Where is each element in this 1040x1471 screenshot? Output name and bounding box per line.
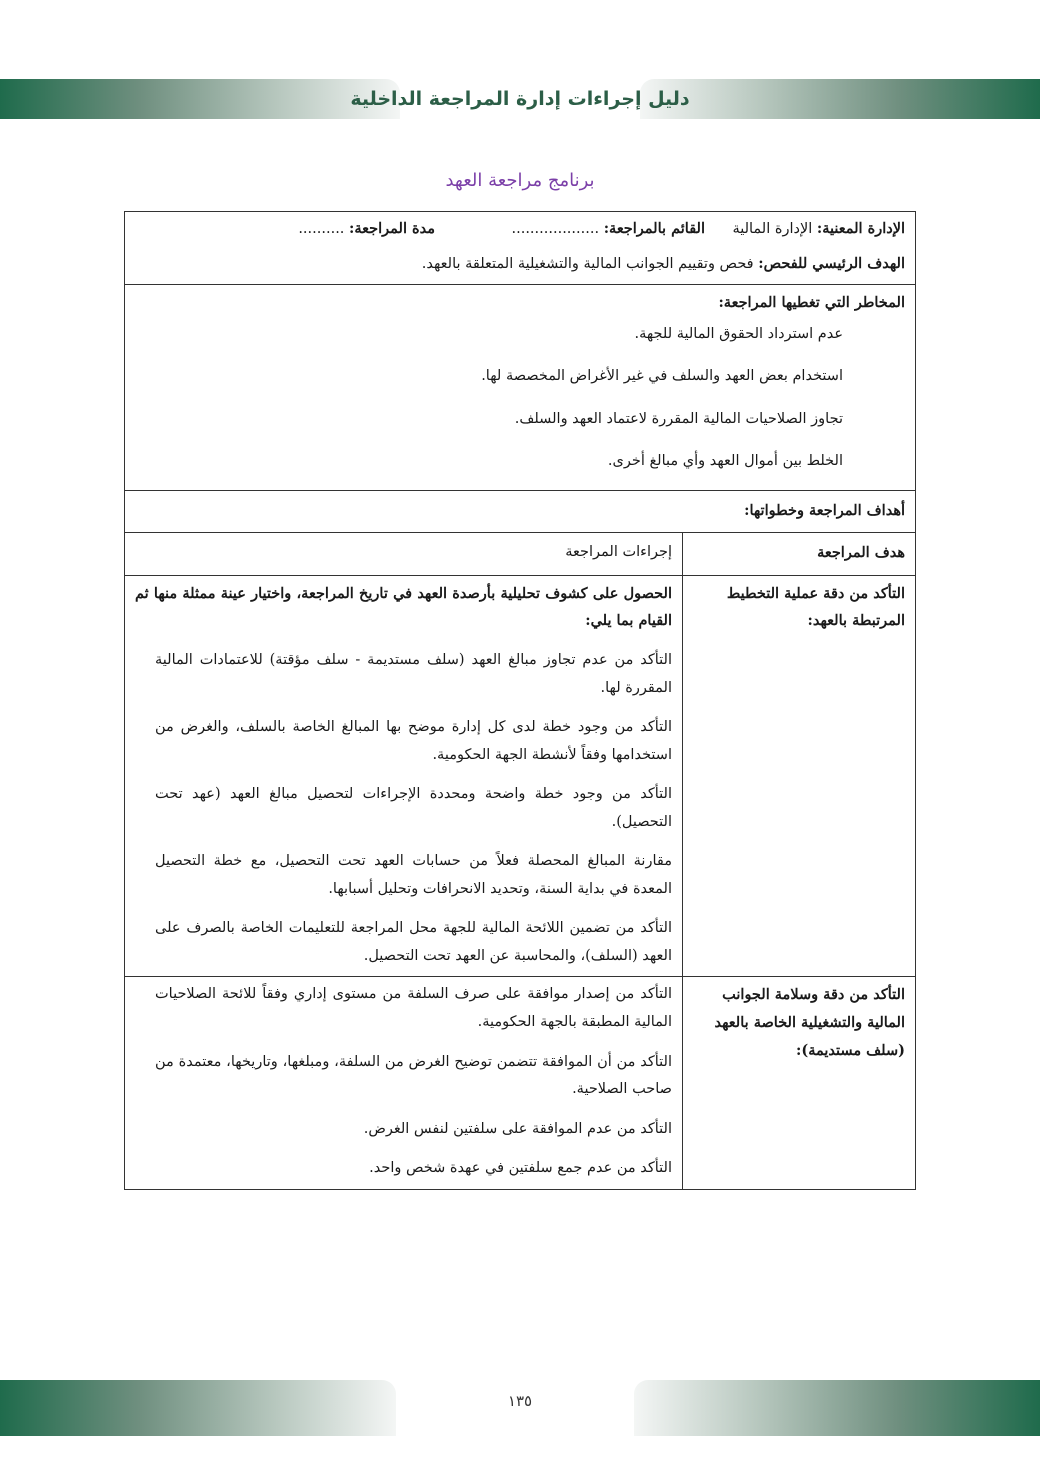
procedure-item: التأكد من تضمين اللائحة المالية للجهة محل المراجعة للتعليمات الخاصة بالصرف على العهد (السلف)، والمحاسبة عن العهد تحت التحصيل. [155,920,672,964]
document-title: برنامج مراجعة العهد [445,170,595,191]
procedure-item: التأكد من عدم جمع سلفتين في عهدة شخص واحد. [369,1160,672,1177]
header-title: دليل إجراءات إدارة المراجعة الداخلية [350,88,690,110]
objectives-heading-row [125,490,916,533]
procedure-item: التأكد من إصدار موافقة على صرف السلفة من مستوى إداري وفقاً للائحة الصلاحيات المالية المطبقة بالجهة الحكومية. [155,986,672,1031]
column-header-goal: هدف المراجعة [683,533,916,576]
main-objective-label: الهدف الرئيسي للفحص: [758,254,905,272]
risk-item: الخلط بين أموال العهد وأي مبالغ أخرى. [607,453,843,470]
column-header-procedures: إجراءات المراجعة [125,533,683,576]
risks-list [135,317,905,482]
department-value: الإدارة المالية [732,221,813,237]
procedure-item: التأكد من وجود خطة واضحة ومحددة الإجراءات لتحصيل مبالغ العهد (عهد تحت التحصيل). [155,786,672,830]
procedure-item: التأكد من عدم الموافقة على سلفتين لنفس الغرض. [363,1120,672,1137]
procedure-item: التأكد من عدم تجاوز مبالغ العهد (سلف مستديمة - سلف مؤقتة) للاعتمادات المالية المقررة لها. [155,652,672,696]
procedure-intro: الحصول على كشوف تحليلية بأرصدة العهد في تاريخ المراجعة، واختيار عينة ممثلة منها ثم القيام بما يلي: [135,584,672,630]
risks-heading: المخاطر التي تغطيها المراجعة: [718,294,905,312]
objective-procedures [125,977,683,1189]
main-objective [135,250,905,279]
audit-program-table [124,211,916,1190]
risk-item: تجاوز الصلاحيات المالية المقررة لاعتماد العهد والسلف. [514,410,843,427]
meta-row [125,212,916,285]
risk-item: عدم استرداد الحقوق المالية للجهة. [634,325,843,342]
procedure-item: التأكد من أن الموافقة تتضمن توضيح الغرض من السلفة، ومبلغها، وتاريخها، معتمدة من صاحب الصلاحية. [155,1053,672,1098]
procedure-item: مقارنة المبالغ المحصلة فعلاً من حسابات العهد تحت التحصيل، مع خطة التحصيل المعدة في بداية السنة، وتحديد الانحرافات وتحليل أسبابها. [155,853,672,897]
risks-row [125,285,916,491]
duration-label: مدة المراجعة: [349,220,435,237]
objectives-heading: أهداف المراجعة وخطواتها: [125,490,916,533]
page-number: ١٣٥ [507,1392,533,1410]
auditor-field [435,215,705,244]
duration-value: .......... [298,221,345,237]
objective-goal: التأكد من دقة وسلامة الجوانب المالية والتشغيلية الخاصة بالعهد (سلف مستديمة): [683,977,916,1189]
objective-goal: التأكد من دقة عملية التخطيط المرتبطة بالعهد: [683,575,916,977]
department-label: الإدارة المعنية: [816,220,905,237]
auditor-value: ................... [511,221,600,237]
auditor-label: القائم بالمراجعة: [603,220,705,237]
objective-row [125,575,916,977]
column-header-row [125,533,916,576]
objective-row [125,977,916,1189]
objective-procedures [125,575,683,977]
main-objective-value: فحص وتقييم الجوانب المالية والتشغيلية المتعلقة بالعهد. [421,255,754,272]
risk-item: استخدام بعض العهد والسلف في غير الأغراض المخصصة لها. [481,368,843,385]
procedure-item: التأكد من وجود خطة لدى كل إدارة موضح بها المبالغ الخاصة بالسلف، والغرض من استخدامها وفقاً لأنشطة الجهة الحكومية. [155,719,672,763]
department-field [705,215,905,244]
duration-field [298,215,435,244]
